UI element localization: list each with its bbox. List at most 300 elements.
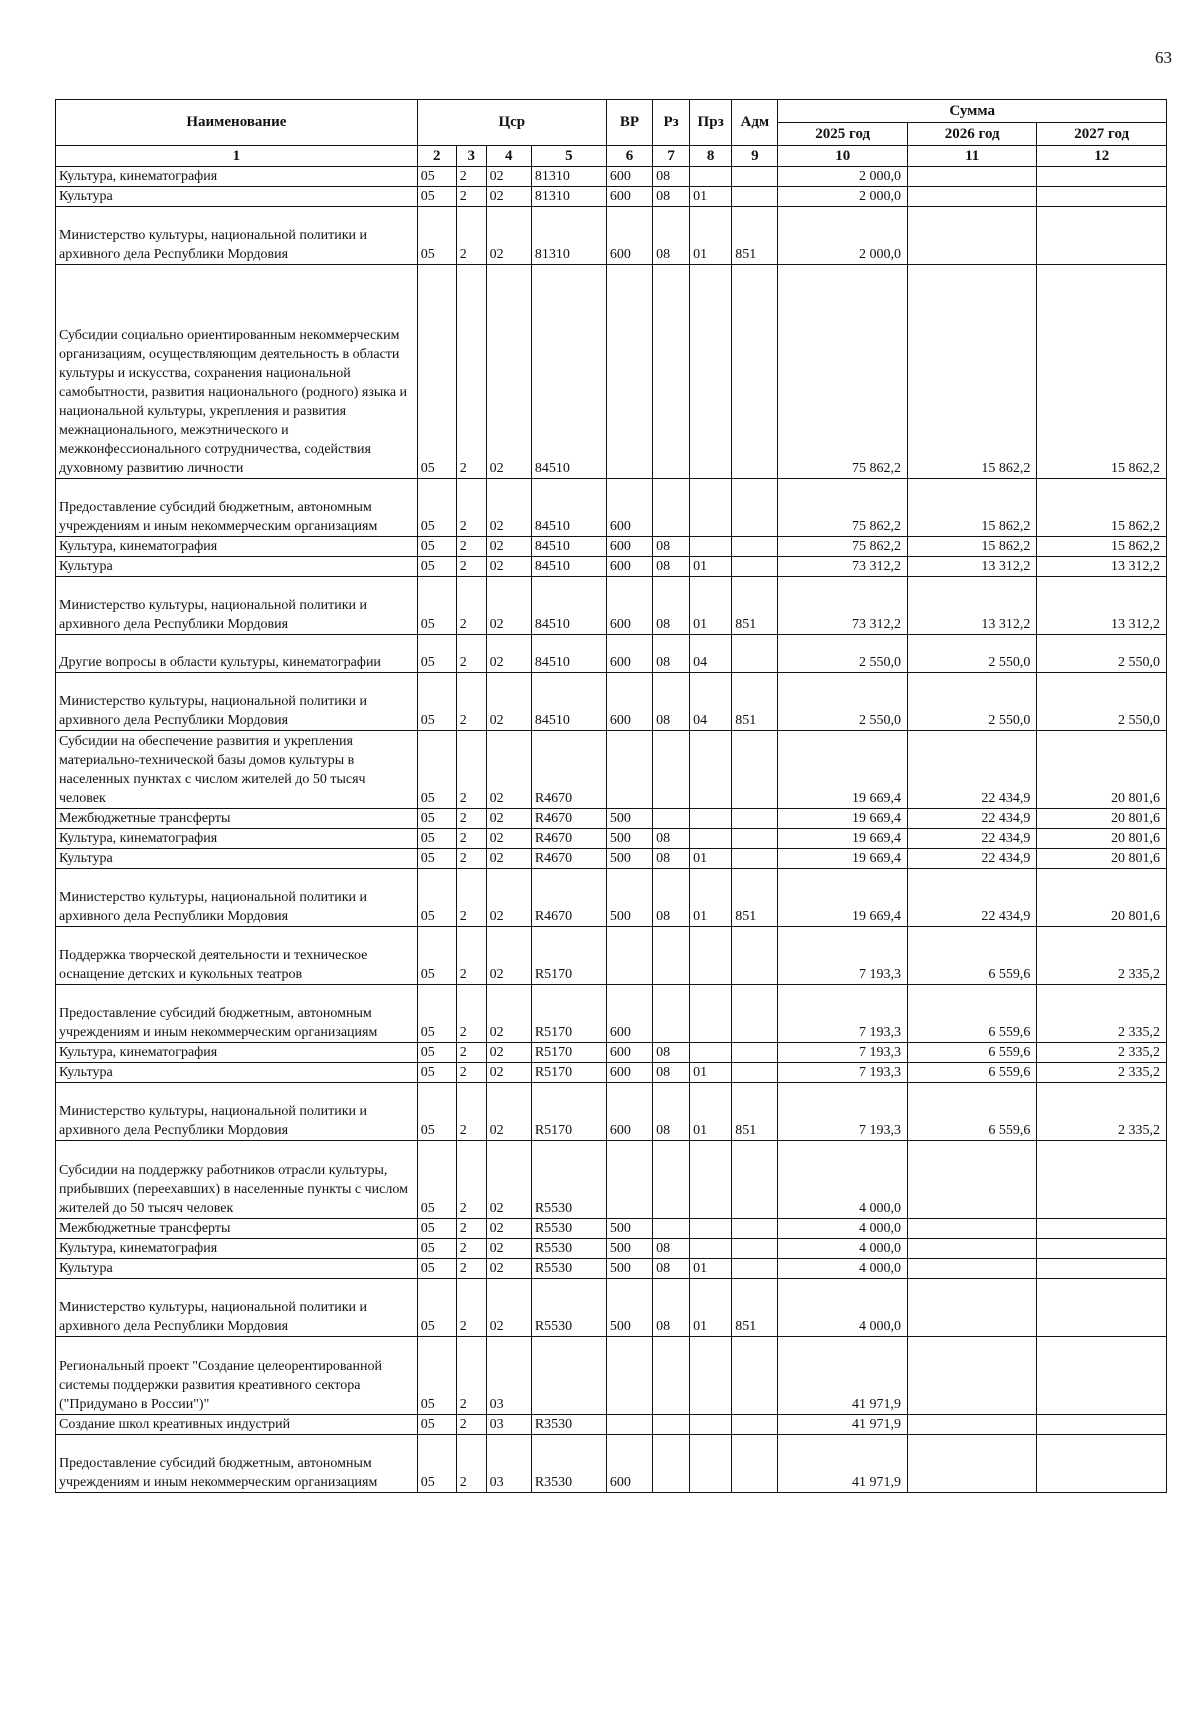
cer-2-cell: 2 xyxy=(456,829,486,849)
table-row xyxy=(56,1043,1167,1063)
cer-1-cell: 05 xyxy=(417,1337,456,1415)
vr-cell: 600 xyxy=(606,635,652,673)
sum-2027-cell: 2 335,2 xyxy=(1037,1083,1167,1141)
adm-cell xyxy=(732,1141,778,1219)
column-number: 9 xyxy=(732,146,778,167)
cer-3-cell: 02 xyxy=(486,1043,531,1063)
cer-3-cell: 03 xyxy=(486,1435,531,1493)
sum-2026-cell: 6 559,6 xyxy=(907,985,1036,1043)
prz-cell xyxy=(690,1043,732,1063)
cer-3-cell: 02 xyxy=(486,1063,531,1083)
prz-cell xyxy=(690,927,732,985)
vr-cell: 500 xyxy=(606,1279,652,1337)
adm-cell xyxy=(732,829,778,849)
cer-2-cell: 2 xyxy=(456,207,486,265)
cer-1-cell: 05 xyxy=(417,207,456,265)
cer-2-cell: 2 xyxy=(456,849,486,869)
table-row xyxy=(56,577,1167,635)
header-year-2027: 2027 год xyxy=(1037,123,1167,146)
rz-cell xyxy=(653,1337,690,1415)
cer-1-cell: 05 xyxy=(417,869,456,927)
adm-cell xyxy=(732,985,778,1043)
table-row xyxy=(56,673,1167,731)
rz-cell xyxy=(653,731,690,809)
cer-3-cell: 02 xyxy=(486,479,531,537)
cer-4-cell: R5170 xyxy=(531,1083,606,1141)
sum-2027-cell: 20 801,6 xyxy=(1037,731,1167,809)
table-row xyxy=(56,1063,1167,1083)
rz-cell: 08 xyxy=(653,537,690,557)
row-name-cell: Другие вопросы в области культуры, кинематографии xyxy=(56,635,418,673)
row-name-cell: Межбюджетные трансферты xyxy=(56,1219,418,1239)
sum-2027-cell xyxy=(1037,1415,1167,1435)
cer-4-cell: R5530 xyxy=(531,1219,606,1239)
adm-cell xyxy=(732,1259,778,1279)
row-name-cell: Министерство культуры, национальной политики и архивного дела Республики Мордовия xyxy=(56,207,418,265)
table-row xyxy=(56,1239,1167,1259)
sum-2025-cell: 19 669,4 xyxy=(778,731,907,809)
vr-cell: 600 xyxy=(606,1043,652,1063)
sum-2027-cell: 20 801,6 xyxy=(1037,829,1167,849)
adm-cell xyxy=(732,1219,778,1239)
table-row xyxy=(56,1219,1167,1239)
table-row xyxy=(56,809,1167,829)
vr-cell xyxy=(606,927,652,985)
cer-3-cell: 02 xyxy=(486,577,531,635)
table-row xyxy=(56,187,1167,207)
cer-2-cell: 2 xyxy=(456,187,486,207)
row-name-cell: Министерство культуры, национальной политики и архивного дела Республики Мордовия xyxy=(56,1083,418,1141)
prz-cell xyxy=(690,985,732,1043)
rz-cell: 08 xyxy=(653,849,690,869)
cer-2-cell: 2 xyxy=(456,537,486,557)
cer-1-cell: 05 xyxy=(417,187,456,207)
prz-cell: 01 xyxy=(690,577,732,635)
cer-2-cell: 2 xyxy=(456,1279,486,1337)
sum-2026-cell xyxy=(907,1415,1036,1435)
adm-cell xyxy=(732,187,778,207)
table-row xyxy=(56,207,1167,265)
prz-cell: 01 xyxy=(690,1063,732,1083)
cer-2-cell: 2 xyxy=(456,479,486,537)
sum-2027-cell: 2 335,2 xyxy=(1037,985,1167,1043)
table-row xyxy=(56,1435,1167,1493)
vr-cell xyxy=(606,1415,652,1435)
rz-cell: 08 xyxy=(653,1063,690,1083)
sum-2025-cell: 75 862,2 xyxy=(778,265,907,479)
row-name-cell: Культура xyxy=(56,187,418,207)
cer-2-cell: 2 xyxy=(456,1083,486,1141)
cer-4-cell: R4670 xyxy=(531,869,606,927)
adm-cell xyxy=(732,1435,778,1493)
cer-2-cell: 2 xyxy=(456,577,486,635)
sum-2026-cell: 6 559,6 xyxy=(907,1063,1036,1083)
sum-2025-cell: 7 193,3 xyxy=(778,1063,907,1083)
sum-2027-cell xyxy=(1037,1141,1167,1219)
adm-cell xyxy=(732,849,778,869)
cer-3-cell: 03 xyxy=(486,1415,531,1435)
cer-1-cell: 05 xyxy=(417,1279,456,1337)
vr-cell xyxy=(606,1141,652,1219)
rz-cell: 08 xyxy=(653,577,690,635)
row-name-cell: Культура xyxy=(56,849,418,869)
row-name-cell: Культура xyxy=(56,1063,418,1083)
cer-4-cell: R5530 xyxy=(531,1239,606,1259)
sum-2027-cell: 2 335,2 xyxy=(1037,1043,1167,1063)
sum-2025-cell: 2 000,0 xyxy=(778,187,907,207)
vr-cell: 600 xyxy=(606,557,652,577)
table-row xyxy=(56,265,1167,479)
rz-cell xyxy=(653,265,690,479)
header-year-2026: 2026 год xyxy=(907,123,1036,146)
cer-2-cell: 2 xyxy=(456,1239,486,1259)
rz-cell xyxy=(653,1219,690,1239)
header-vr: ВР xyxy=(606,100,652,146)
sum-2026-cell: 13 312,2 xyxy=(907,557,1036,577)
sum-2027-cell xyxy=(1037,1337,1167,1415)
sum-2025-cell: 4 000,0 xyxy=(778,1141,907,1219)
sum-2027-cell xyxy=(1037,1259,1167,1279)
sum-2026-cell: 15 862,2 xyxy=(907,479,1036,537)
cer-1-cell: 05 xyxy=(417,265,456,479)
prz-cell xyxy=(690,731,732,809)
vr-cell: 500 xyxy=(606,829,652,849)
cer-4-cell: R3530 xyxy=(531,1435,606,1493)
sum-2025-cell: 75 862,2 xyxy=(778,537,907,557)
adm-cell: 851 xyxy=(732,577,778,635)
table-row xyxy=(56,927,1167,985)
table-row xyxy=(56,1141,1167,1219)
rz-cell xyxy=(653,479,690,537)
cer-1-cell: 05 xyxy=(417,985,456,1043)
cer-4-cell: 84510 xyxy=(531,635,606,673)
prz-cell: 01 xyxy=(690,849,732,869)
budget-table xyxy=(55,99,1167,1493)
cer-4-cell: R4670 xyxy=(531,849,606,869)
cer-4-cell: R5170 xyxy=(531,1043,606,1063)
rz-cell: 08 xyxy=(653,829,690,849)
cer-3-cell: 02 xyxy=(486,537,531,557)
row-name-cell: Предоставление субсидий бюджетным, автономным учреждениям и иным некоммерческим организациям xyxy=(56,985,418,1043)
vr-cell: 600 xyxy=(606,207,652,265)
sum-2027-cell: 20 801,6 xyxy=(1037,809,1167,829)
adm-cell xyxy=(732,1239,778,1259)
rz-cell xyxy=(653,927,690,985)
sum-2026-cell: 2 550,0 xyxy=(907,635,1036,673)
row-name-cell: Культура, кинематография xyxy=(56,829,418,849)
sum-2025-cell: 73 312,2 xyxy=(778,557,907,577)
adm-cell: 851 xyxy=(732,673,778,731)
cer-1-cell: 05 xyxy=(417,1239,456,1259)
cer-4-cell: 84510 xyxy=(531,557,606,577)
adm-cell xyxy=(732,809,778,829)
adm-cell: 851 xyxy=(732,1083,778,1141)
sum-2025-cell: 7 193,3 xyxy=(778,985,907,1043)
row-name-cell: Субсидии социально ориентированным некоммерческим организациям, осуществляющим деятельность в области культуры и искусства, сохранения национальной самобытности, развития национального (родного) языка и национальной культуры, укрепления и развития межнационального, межэтнического и межконфессионального сотрудничества, содействия духовному развитию личности xyxy=(56,265,418,479)
header-adm: Адм xyxy=(732,100,778,146)
row-name-cell: Культура xyxy=(56,1259,418,1279)
adm-cell xyxy=(732,479,778,537)
vr-cell: 600 xyxy=(606,1083,652,1141)
prz-cell xyxy=(690,1239,732,1259)
cer-3-cell: 02 xyxy=(486,187,531,207)
adm-cell xyxy=(732,557,778,577)
row-name-cell: Культура, кинематография xyxy=(56,1043,418,1063)
cer-4-cell: R5530 xyxy=(531,1141,606,1219)
header-cer: Цср xyxy=(417,100,606,146)
cer-1-cell: 05 xyxy=(417,479,456,537)
sum-2026-cell: 6 559,6 xyxy=(907,1083,1036,1141)
adm-cell xyxy=(732,635,778,673)
vr-cell: 500 xyxy=(606,1219,652,1239)
sum-2026-cell: 15 862,2 xyxy=(907,537,1036,557)
sum-2026-cell: 6 559,6 xyxy=(907,1043,1036,1063)
column-number: 5 xyxy=(531,146,606,167)
cer-1-cell: 05 xyxy=(417,1219,456,1239)
sum-2027-cell: 13 312,2 xyxy=(1037,557,1167,577)
header-name: Наименование xyxy=(56,100,418,146)
cer-4-cell: R4670 xyxy=(531,829,606,849)
vr-cell xyxy=(606,265,652,479)
sum-2026-cell xyxy=(907,1141,1036,1219)
prz-cell: 04 xyxy=(690,635,732,673)
sum-2026-cell xyxy=(907,1435,1036,1493)
sum-2026-cell xyxy=(907,207,1036,265)
sum-2026-cell: 22 434,9 xyxy=(907,869,1036,927)
sum-2026-cell: 15 862,2 xyxy=(907,265,1036,479)
cer-4-cell: R5530 xyxy=(531,1259,606,1279)
cer-4-cell: 84510 xyxy=(531,479,606,537)
cer-1-cell: 05 xyxy=(417,849,456,869)
sum-2025-cell: 2 000,0 xyxy=(778,167,907,187)
cer-4-cell: 81310 xyxy=(531,207,606,265)
cer-2-cell: 2 xyxy=(456,1043,486,1063)
prz-cell: 01 xyxy=(690,1279,732,1337)
cer-4-cell: 84510 xyxy=(531,577,606,635)
cer-4-cell: R4670 xyxy=(531,809,606,829)
cer-3-cell: 02 xyxy=(486,985,531,1043)
column-number: 4 xyxy=(486,146,531,167)
vr-cell: 600 xyxy=(606,577,652,635)
cer-4-cell: 84510 xyxy=(531,537,606,557)
column-number: 1 xyxy=(56,146,418,167)
prz-cell xyxy=(690,1415,732,1435)
cer-4-cell xyxy=(531,1337,606,1415)
cer-4-cell: R3530 xyxy=(531,1415,606,1435)
prz-cell xyxy=(690,1141,732,1219)
rz-cell: 08 xyxy=(653,1279,690,1337)
adm-cell: 851 xyxy=(732,1279,778,1337)
adm-cell: 851 xyxy=(732,869,778,927)
sum-2026-cell: 22 434,9 xyxy=(907,809,1036,829)
rz-cell xyxy=(653,809,690,829)
sum-2026-cell xyxy=(907,1337,1036,1415)
prz-cell xyxy=(690,479,732,537)
prz-cell xyxy=(690,1337,732,1415)
column-number: 11 xyxy=(907,146,1036,167)
cer-3-cell: 02 xyxy=(486,673,531,731)
cer-3-cell: 02 xyxy=(486,731,531,809)
table-row xyxy=(56,635,1167,673)
page-number: 63 xyxy=(1155,48,1172,67)
sum-2027-cell xyxy=(1037,1435,1167,1493)
cer-3-cell: 02 xyxy=(486,635,531,673)
table-row xyxy=(56,731,1167,809)
prz-cell: 01 xyxy=(690,869,732,927)
adm-cell xyxy=(732,537,778,557)
table-row xyxy=(56,1083,1167,1141)
table-row xyxy=(56,985,1167,1043)
sum-2025-cell: 4 000,0 xyxy=(778,1279,907,1337)
vr-cell: 600 xyxy=(606,985,652,1043)
row-name-cell: Предоставление субсидий бюджетным, автономным учреждениям и иным некоммерческим организациям xyxy=(56,1435,418,1493)
sum-2025-cell: 2 000,0 xyxy=(778,207,907,265)
sum-2025-cell: 41 971,9 xyxy=(778,1415,907,1435)
prz-cell xyxy=(690,809,732,829)
cer-3-cell: 02 xyxy=(486,1219,531,1239)
table-row xyxy=(56,1259,1167,1279)
sum-2025-cell: 19 669,4 xyxy=(778,869,907,927)
sum-2026-cell: 22 434,9 xyxy=(907,849,1036,869)
vr-cell: 600 xyxy=(606,187,652,207)
table-row xyxy=(56,1415,1167,1435)
rz-cell: 08 xyxy=(653,869,690,927)
adm-cell xyxy=(732,265,778,479)
sum-2027-cell xyxy=(1037,1279,1167,1337)
sum-2027-cell: 15 862,2 xyxy=(1037,479,1167,537)
rz-cell: 08 xyxy=(653,1239,690,1259)
sum-2027-cell: 2 335,2 xyxy=(1037,1063,1167,1083)
sum-2027-cell xyxy=(1037,1239,1167,1259)
sum-2027-cell: 15 862,2 xyxy=(1037,537,1167,557)
cer-3-cell: 02 xyxy=(486,829,531,849)
cer-3-cell: 02 xyxy=(486,1279,531,1337)
column-number: 8 xyxy=(690,146,732,167)
sum-2025-cell: 4 000,0 xyxy=(778,1219,907,1239)
sum-2026-cell: 13 312,2 xyxy=(907,577,1036,635)
row-name-cell: Субсидии на обеспечение развития и укрепления материально-технической базы домов культуры в населенных пунктах с числом жителей до 50 тысяч человек xyxy=(56,731,418,809)
rz-cell: 08 xyxy=(653,187,690,207)
row-name-cell: Межбюджетные трансферты xyxy=(56,809,418,829)
sum-2027-cell: 13 312,2 xyxy=(1037,577,1167,635)
row-name-cell: Культура, кинематография xyxy=(56,167,418,187)
table-row xyxy=(56,557,1167,577)
cer-2-cell: 2 xyxy=(456,557,486,577)
prz-cell: 04 xyxy=(690,673,732,731)
cer-1-cell: 05 xyxy=(417,167,456,187)
column-number: 10 xyxy=(778,146,907,167)
column-number: 6 xyxy=(606,146,652,167)
rz-cell: 08 xyxy=(653,207,690,265)
prz-cell: 01 xyxy=(690,207,732,265)
column-number: 2 xyxy=(417,146,456,167)
column-numbers-row xyxy=(56,146,1167,167)
adm-cell xyxy=(732,1063,778,1083)
cer-2-cell: 2 xyxy=(456,1435,486,1493)
sum-2026-cell xyxy=(907,167,1036,187)
adm-cell xyxy=(732,927,778,985)
cer-3-cell: 02 xyxy=(486,1083,531,1141)
cer-4-cell: 84510 xyxy=(531,265,606,479)
cer-1-cell: 05 xyxy=(417,673,456,731)
sum-2026-cell xyxy=(907,1259,1036,1279)
rz-cell: 08 xyxy=(653,1043,690,1063)
cer-2-cell: 2 xyxy=(456,731,486,809)
table-row xyxy=(56,537,1167,557)
cer-1-cell: 05 xyxy=(417,829,456,849)
sum-2026-cell xyxy=(907,1239,1036,1259)
vr-cell: 500 xyxy=(606,869,652,927)
sum-2025-cell: 7 193,3 xyxy=(778,927,907,985)
sum-2025-cell: 41 971,9 xyxy=(778,1435,907,1493)
sum-2027-cell: 15 862,2 xyxy=(1037,265,1167,479)
cer-1-cell: 05 xyxy=(417,927,456,985)
sum-2025-cell: 2 550,0 xyxy=(778,673,907,731)
rz-cell: 08 xyxy=(653,635,690,673)
sum-2025-cell: 4 000,0 xyxy=(778,1239,907,1259)
cer-1-cell: 05 xyxy=(417,537,456,557)
adm-cell xyxy=(732,1043,778,1063)
cer-3-cell: 02 xyxy=(486,167,531,187)
prz-cell xyxy=(690,1219,732,1239)
row-name-cell: Министерство культуры, национальной политики и архивного дела Республики Мордовия xyxy=(56,673,418,731)
sum-2026-cell: 2 550,0 xyxy=(907,673,1036,731)
adm-cell xyxy=(732,731,778,809)
cer-1-cell: 05 xyxy=(417,809,456,829)
cer-4-cell: R4670 xyxy=(531,731,606,809)
row-name-cell: Поддержка творческой деятельности и техническое оснащение детских и кукольных театров xyxy=(56,927,418,985)
cer-2-cell: 2 xyxy=(456,1141,486,1219)
sum-2027-cell xyxy=(1037,207,1167,265)
sum-2026-cell xyxy=(907,1219,1036,1239)
sum-2027-cell xyxy=(1037,1219,1167,1239)
prz-cell: 01 xyxy=(690,557,732,577)
sum-2026-cell: 6 559,6 xyxy=(907,927,1036,985)
sum-2026-cell: 22 434,9 xyxy=(907,731,1036,809)
table-row xyxy=(56,167,1167,187)
cer-2-cell: 2 xyxy=(456,869,486,927)
adm-cell: 851 xyxy=(732,207,778,265)
cer-2-cell: 2 xyxy=(456,1259,486,1279)
table-row xyxy=(56,829,1167,849)
vr-cell: 600 xyxy=(606,1435,652,1493)
vr-cell: 500 xyxy=(606,809,652,829)
adm-cell xyxy=(732,1337,778,1415)
cer-2-cell: 2 xyxy=(456,1337,486,1415)
cer-4-cell: R5170 xyxy=(531,927,606,985)
vr-cell: 600 xyxy=(606,167,652,187)
sum-2026-cell xyxy=(907,1279,1036,1337)
cer-1-cell: 05 xyxy=(417,1083,456,1141)
prz-cell xyxy=(690,1435,732,1493)
prz-cell xyxy=(690,265,732,479)
sum-2025-cell: 7 193,3 xyxy=(778,1043,907,1063)
sum-2027-cell xyxy=(1037,187,1167,207)
cer-4-cell: 81310 xyxy=(531,187,606,207)
cer-1-cell: 05 xyxy=(417,1259,456,1279)
vr-cell: 500 xyxy=(606,849,652,869)
row-name-cell: Министерство культуры, национальной политики и архивного дела Республики Мордовия xyxy=(56,1279,418,1337)
cer-2-cell: 2 xyxy=(456,1219,486,1239)
sum-2027-cell: 2 335,2 xyxy=(1037,927,1167,985)
row-name-cell: Субсидии на поддержку работников отрасли культуры, прибывших (переехавших) в населенные пункты с числом жителей до 50 тысяч человек xyxy=(56,1141,418,1219)
sum-2027-cell: 2 550,0 xyxy=(1037,673,1167,731)
cer-1-cell: 05 xyxy=(417,1043,456,1063)
rz-cell xyxy=(653,1141,690,1219)
vr-cell: 500 xyxy=(606,1259,652,1279)
column-number: 7 xyxy=(653,146,690,167)
header-prz: Прз xyxy=(690,100,732,146)
